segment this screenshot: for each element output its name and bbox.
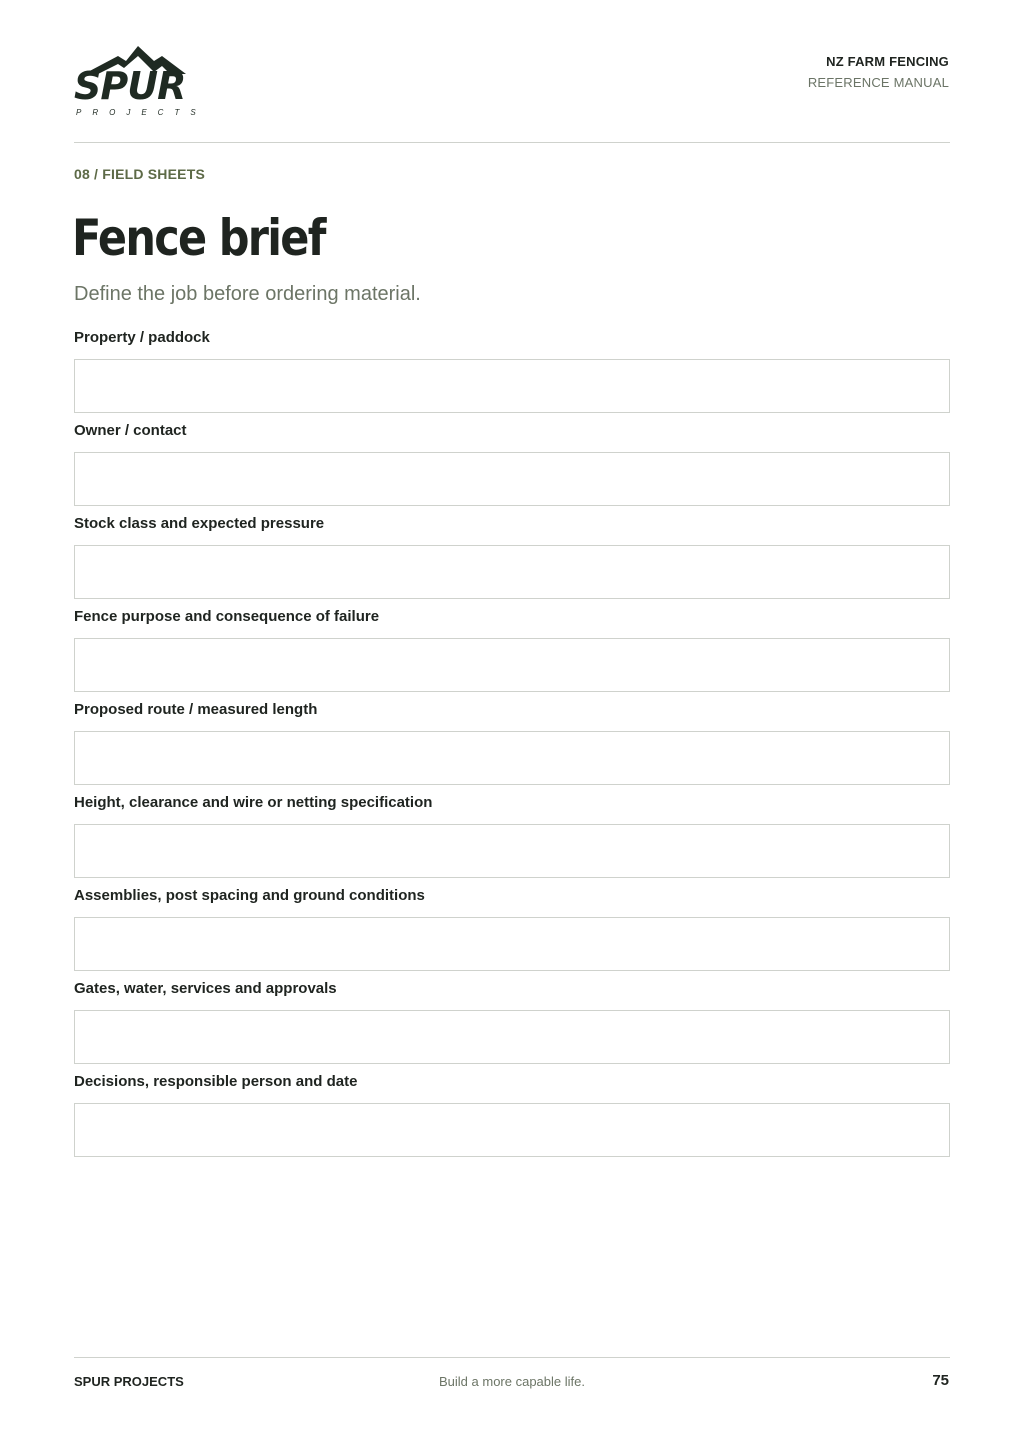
form-field-property (74, 328, 950, 421)
footer-tagline: Build a more capable life. (439, 1374, 585, 1389)
page-subtitle: Define the job before ordering material. (74, 283, 421, 305)
form-field-stock-class (74, 514, 950, 607)
form-field-height (74, 793, 950, 886)
logo-wordmark: SPUR (74, 64, 186, 108)
field-input[interactable] (74, 545, 950, 599)
field-label: Property / paddock (74, 329, 210, 346)
fence-brief-form (74, 328, 950, 1165)
field-label: Proposed route / measured length (74, 701, 318, 718)
field-input[interactable] (74, 917, 950, 971)
field-input[interactable] (74, 1103, 950, 1157)
field-label: Fence purpose and consequence of failure (74, 608, 380, 625)
form-field-assemblies (74, 886, 950, 979)
header-divider (74, 142, 950, 143)
field-label: Gates, water, services and approvals (74, 980, 337, 997)
section-label: 08 / FIELD SHEETS (74, 166, 205, 182)
field-label: Height, clearance and wire or netting specification (74, 794, 433, 811)
spur-projects-logo (74, 44, 206, 122)
page-title: Fence brief (72, 209, 325, 267)
field-input[interactable] (74, 359, 950, 413)
field-label: Assemblies, post spacing and ground conditions (74, 887, 425, 904)
document-header (808, 54, 949, 90)
field-input[interactable] (74, 638, 950, 692)
logo-subtitle: PROJECTS (76, 108, 207, 117)
field-input[interactable] (74, 452, 950, 506)
field-input[interactable] (74, 824, 950, 878)
page-number: 75 (932, 1372, 949, 1389)
field-label: Owner / contact (74, 422, 187, 439)
field-label: Decisions, responsible person and date (74, 1073, 358, 1090)
field-input[interactable] (74, 731, 950, 785)
form-field-gates (74, 979, 950, 1072)
manual-subtitle: REFERENCE MANUAL (807, 75, 949, 90)
form-field-route (74, 700, 950, 793)
form-field-decisions (74, 1072, 950, 1165)
footer-brand: SPUR PROJECTS (74, 1374, 184, 1389)
field-input[interactable] (74, 1010, 950, 1064)
field-label: Stock class and expected pressure (74, 515, 325, 532)
form-field-purpose (74, 607, 950, 700)
form-field-owner (74, 421, 950, 514)
manual-title: NZ FARM FENCING (826, 54, 949, 69)
footer-divider (74, 1357, 950, 1358)
